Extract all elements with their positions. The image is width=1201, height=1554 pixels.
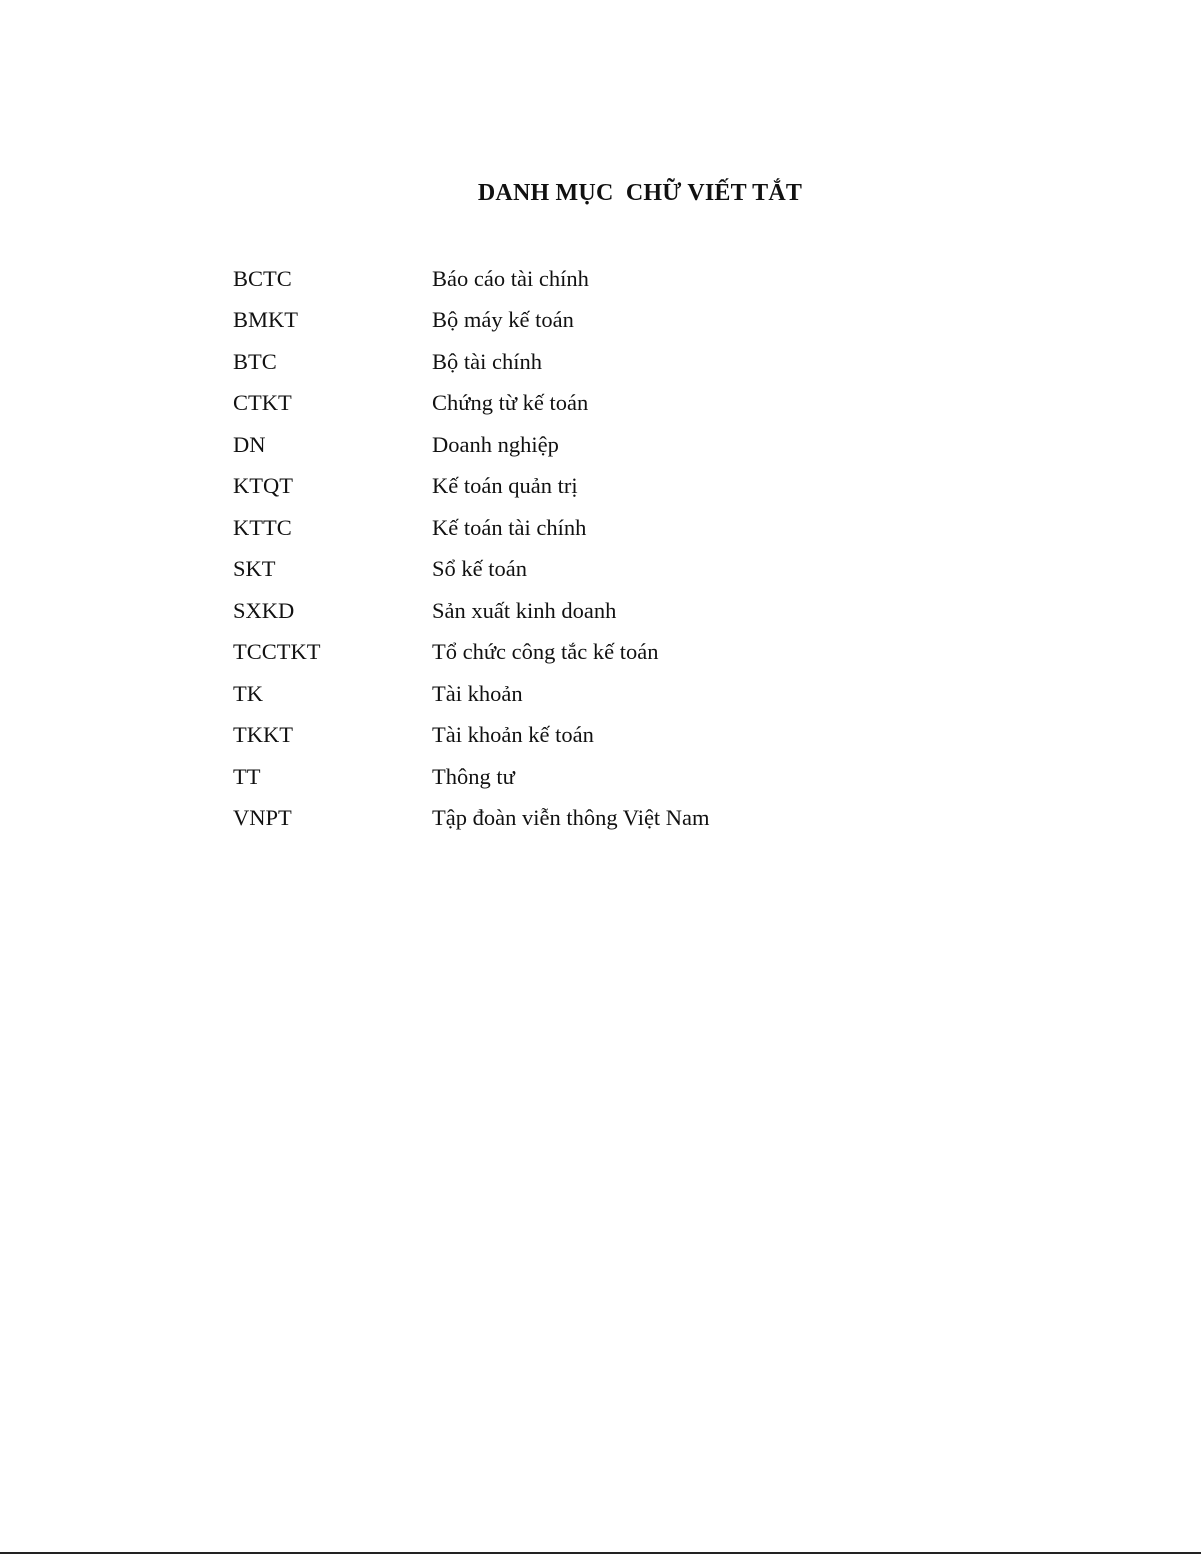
abbreviation-meaning: Báo cáo tài chính bbox=[432, 265, 589, 291]
abbreviation: VNPT bbox=[233, 805, 292, 831]
abbreviation-meaning: Tập đoàn viễn thông Việt Nam bbox=[432, 805, 710, 831]
list-item bbox=[233, 300, 933, 342]
abbreviation: SXKD bbox=[233, 597, 295, 623]
abbreviation-meaning: Doanh nghiệp bbox=[432, 431, 559, 457]
abbreviation-meaning: Bộ máy kế toán bbox=[432, 307, 574, 333]
list-item bbox=[233, 549, 933, 591]
abbreviation: DN bbox=[233, 431, 266, 457]
abbreviation-meaning: Chứng từ kế toán bbox=[432, 390, 589, 416]
list-item bbox=[233, 424, 933, 466]
abbreviation: BCTC bbox=[233, 265, 292, 291]
abbreviation-meaning: Kế toán quản trị bbox=[432, 473, 578, 499]
list-item bbox=[233, 632, 933, 674]
abbreviation: BTC bbox=[233, 348, 277, 374]
list-item bbox=[233, 715, 933, 757]
list-item bbox=[233, 466, 933, 508]
abbreviation-meaning: Thông tư bbox=[432, 763, 515, 789]
abbreviation-meaning: Tổ chức công tắc kế toán bbox=[432, 639, 659, 665]
abbreviation-meaning: Sổ kế toán bbox=[432, 556, 527, 582]
abbreviation-meaning: Tài khoản kế toán bbox=[432, 722, 594, 748]
list-item bbox=[233, 673, 933, 715]
abbreviation-meaning: Tài khoản bbox=[432, 680, 523, 706]
abbreviation-meaning: Kế toán tài chính bbox=[432, 514, 587, 540]
abbreviation: TKKT bbox=[233, 722, 293, 748]
abbreviation: KTTC bbox=[233, 514, 292, 540]
abbreviation: TK bbox=[233, 680, 263, 706]
list-item bbox=[233, 383, 933, 425]
list-item bbox=[233, 756, 933, 798]
abbreviation: SKT bbox=[233, 556, 276, 582]
list-item bbox=[233, 258, 933, 300]
list-item bbox=[233, 341, 933, 383]
abbreviation-meaning: Sản xuất kinh doanh bbox=[432, 597, 617, 623]
page-title: DANH MỤC CHỮ VIẾT TẮT bbox=[477, 180, 803, 206]
abbreviation-meaning: Bộ tài chính bbox=[432, 348, 542, 374]
list-item bbox=[233, 590, 933, 632]
abbreviation: TT bbox=[233, 763, 261, 789]
abbreviation-list bbox=[233, 258, 933, 839]
list-item bbox=[233, 798, 933, 840]
abbreviation: BMKT bbox=[233, 307, 299, 333]
list-item bbox=[233, 507, 933, 549]
abbreviation: CTKT bbox=[233, 390, 292, 416]
abbreviation: TCCTKT bbox=[233, 639, 321, 665]
abbreviation: KTQT bbox=[233, 473, 293, 499]
